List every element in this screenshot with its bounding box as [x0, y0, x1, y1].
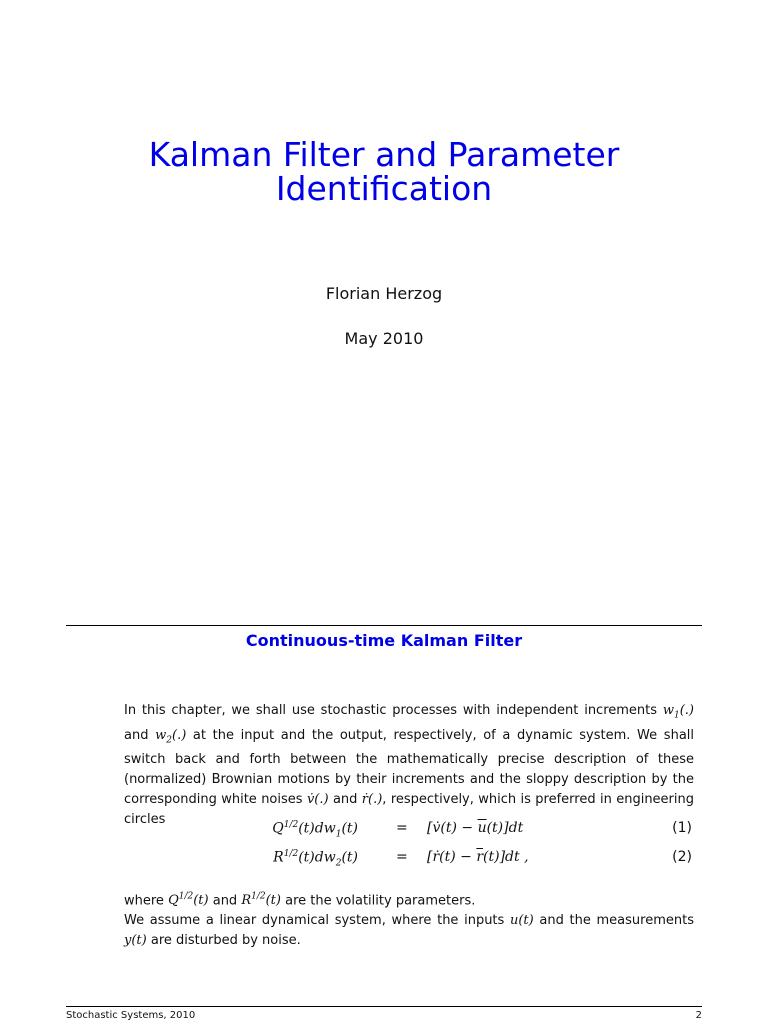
math-y: y(t) — [124, 933, 147, 949]
body-paragraph-after — [124, 887, 694, 951]
equation-number: (2) — [672, 849, 692, 865]
section-title: Continuous-time Kalman Filter — [245, 631, 523, 650]
paragraph-text: and the measurements — [533, 913, 694, 929]
paragraph-text: at the input and the output, respectively, of a dynamic system. We shall switch back and forth between the mathematically precise description of these (normalized) Brownian motions by their increments and the sloppy description by the corresponding white noises — [124, 727, 695, 808]
document-title: Kalman Filter and Parameter Identification — [148, 135, 620, 208]
equation-operator: = — [396, 820, 408, 836]
page-number: 2 — [695, 1010, 702, 1021]
equation-rhs: [ṙ(t) − $\overline{r}(t)]dt$ , — [427, 849, 529, 865]
equation-2 — [124, 849, 694, 869]
footer-divider — [66, 1006, 702, 1007]
paragraph-text: are disturbed by noise. — [146, 933, 301, 949]
equation-number: (1) — [672, 820, 692, 836]
paragraph-text: and — [124, 727, 156, 743]
author: Florian Herzog — [325, 284, 443, 303]
paragraph-text: and — [328, 792, 362, 808]
body-paragraph — [124, 701, 694, 830]
math-w1: $w_1(.)$ — [662, 703, 694, 721]
paragraph-text: , respectively, which is preferred in engineering circles — [124, 792, 694, 828]
equation-operator: = — [396, 849, 408, 865]
math-w2: $w_2(.)$ — [155, 727, 187, 746]
date: May 2010 — [344, 329, 424, 348]
math-r: $R^{1/2}(t)$ — [241, 892, 281, 909]
equation-lhs: $R^{1/2}(t)dw_2(t)$ — [273, 849, 358, 869]
section-divider — [66, 625, 702, 626]
equation-1 — [124, 820, 694, 840]
math-u: u(t) — [509, 913, 534, 929]
math-rdot: ṙ(.) — [361, 792, 383, 808]
equation-lhs: $Q^{1/2}(t)dw_1(t)$ — [272, 820, 358, 840]
paragraph-text: In this chapter, we shall use stochastic processes with independent increments — [124, 703, 663, 718]
paragraph-text: and — [208, 893, 242, 909]
paragraph-text: We assume a linear dynamical system, where the inputs — [124, 913, 510, 929]
equation-rhs: [v̇(t) − $\overline{u}(t)]dt$ — [427, 820, 524, 836]
math-vdot: v̇(.) — [306, 792, 329, 808]
paragraph-text: are the volatility parameters. — [280, 893, 476, 909]
footer-left: Stochastic Systems, 2010 — [66, 1010, 196, 1021]
paragraph-text: where — [124, 893, 169, 909]
math-q: $Q^{1/2}(t)$ — [168, 892, 209, 909]
